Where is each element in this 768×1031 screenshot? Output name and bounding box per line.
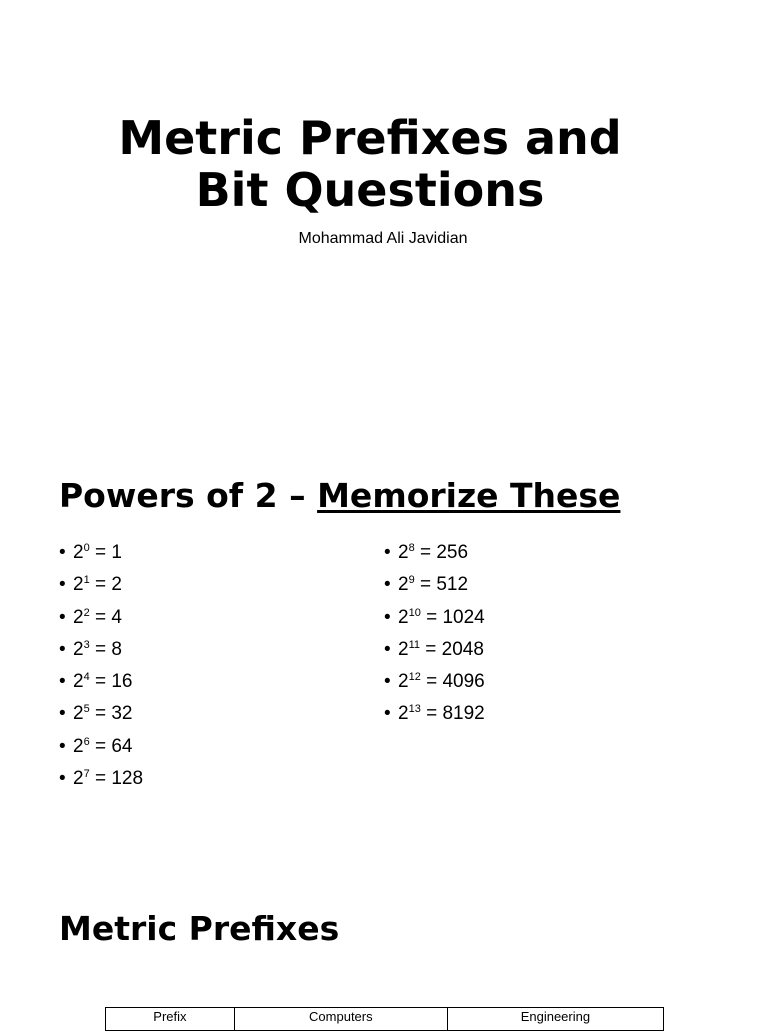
table-header-engineering: Engineering (447, 1008, 663, 1031)
powers-list-right (384, 537, 485, 731)
list-item: • $2^2 = 4$ (59, 602, 143, 634)
powers-heading-dash: – (277, 476, 318, 515)
list-item: • $2^5 = 32$ (59, 698, 143, 730)
list-item: • $2^{12} = 4096$ (384, 666, 485, 698)
list-item: • $2^{13} = 8192$ (384, 698, 485, 730)
list-item: • $2^8 = 256$ (384, 537, 485, 569)
list-item: • $2^7 = 128$ (59, 763, 143, 795)
title-line-1: Metric Prefixes and (118, 111, 622, 165)
powers-of-2-heading (59, 476, 620, 516)
list-item: • $2^{11} = 2048$ (384, 634, 485, 666)
list-item: • $2^1 = 2$ (59, 569, 143, 601)
list-item: • $2^6 = 64$ (59, 731, 143, 763)
table-header-computers: Computers (234, 1008, 447, 1031)
author-name: Mohammad Ali Javidian (298, 230, 468, 247)
powers-heading-bold: Powers of 2 (59, 476, 278, 515)
list-item: • $2^3 = 8$ (59, 634, 143, 666)
list-item: • $2^4 = 16$ (59, 666, 143, 698)
list-item: • $2^9 = 512$ (384, 569, 485, 601)
title-line-2: Bit Questions (195, 163, 545, 217)
list-item: • $2^0 = 1$ (59, 537, 143, 569)
list-item: • $2^{10} = 1024$ (384, 602, 485, 634)
metric-prefixes-heading: Metric Prefixes (59, 909, 340, 948)
powers-heading-underlined: Memorize These (317, 476, 621, 515)
metric-prefixes-table (105, 1007, 664, 1031)
table-header-row (106, 1008, 664, 1031)
table-header-prefix: Prefix (106, 1008, 235, 1031)
document-title (0, 112, 740, 216)
powers-list-left (59, 537, 143, 795)
